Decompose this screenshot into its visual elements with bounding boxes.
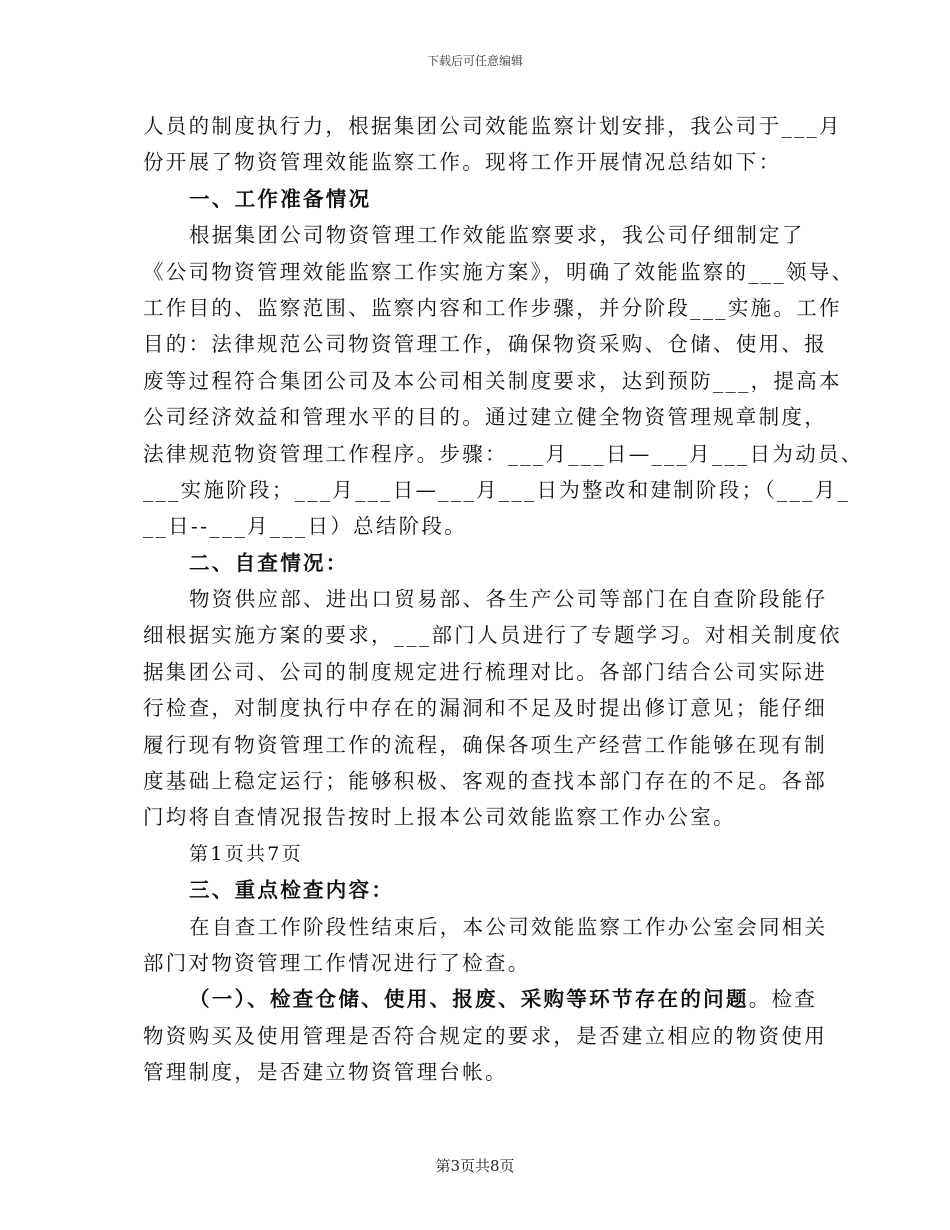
text-line: 在自查工作阶段性结束后，本公司效能监察工作办公室会同相关: [189, 914, 828, 939]
text-line: 人员的制度执行力，根据集团公司效能监察计划安排，我公司于___月: [143, 114, 842, 138]
text-line: 公司经济效益和管理水平的目的。通过建立健全物资管理规章制度，: [143, 405, 827, 430]
text-line: 工作目的、监察范围、监察内容和工作步骤，并分阶段___实施。工作: [143, 295, 842, 320]
text-fragment: 。检查: [748, 987, 818, 1012]
section-heading-1: 一、工作准备情况: [189, 186, 372, 211]
document-body: [143, 108, 864, 1091]
page-number: 第3页共8页: [435, 1157, 515, 1175]
text-line: 据集团公司、公司的制度规定进行梳理对比。各部门结合公司实际进: [143, 659, 827, 684]
text-line: 行检查，对制度执行中存在的漏洞和不足及时提出修订意见；能仔细: [143, 696, 827, 721]
text-line: 细根据实施方案的要求，___部门人员进行了专题学习。对相关制度依: [143, 623, 842, 648]
subsection-heading: （一）、检查仓储、使用、报废、采购等环节存在的问题: [189, 987, 749, 1012]
text-line: 根据集团公司物资管理工作效能监察要求，我公司仔细制定了: [189, 223, 805, 248]
subsection-line: [143, 981, 818, 1017]
text-line: 履行现有物资管理工作的流程，确保各项生产经营工作能够在现有制: [143, 732, 827, 757]
section-heading-3: 三、重点检查内容：: [189, 878, 395, 903]
text-line: __日--___月___日）总结阶段。: [143, 514, 468, 539]
text-line: 物资供应部、进出口贸易部、各生产公司等部门在自查阶段能仔: [189, 587, 828, 612]
text-line: 门均将自查情况报告按时上报本公司效能监察工作办公室。: [143, 805, 736, 830]
text-line: 目的：法律规范公司物资管理工作，确保物资采购、仓储、使用、报: [143, 332, 827, 357]
text-line: 份开展了物资管理效能监察工作。现将工作开展情况总结如下：: [143, 150, 782, 175]
text-line: 管理制度，是否建立物资管理台帐。: [143, 1060, 508, 1085]
header-note: 下载后可任意编辑: [426, 54, 523, 68]
text-line: 废等过程符合集团公司及本公司相关制度要求，达到预防___，提高本: [143, 368, 842, 393]
text-line: 物资购买及使用管理是否符合规定的要求，是否建立相应的物资使用: [143, 1023, 827, 1048]
text-line: 部门对物资管理工作情况进行了检查。: [143, 950, 531, 975]
text-line: 《公司物资管理效能监察工作实施方案》，明确了效能监察的___领导、: [143, 259, 855, 284]
text-line: 度基础上稳定运行；能够积极、客观的查找本部门存在的不足。各部: [143, 769, 827, 794]
text-line: 法律规范物资管理工作程序。步骤：___月___日—___月___日为动员、: [143, 441, 864, 466]
text-line: ___实施阶段；___月___日—___月___日为整改和建制阶段；（___月_: [143, 477, 850, 502]
section-heading-2: 二、自查情况：: [189, 550, 349, 575]
inline-page-mark: 第1页共7页: [189, 842, 303, 865]
